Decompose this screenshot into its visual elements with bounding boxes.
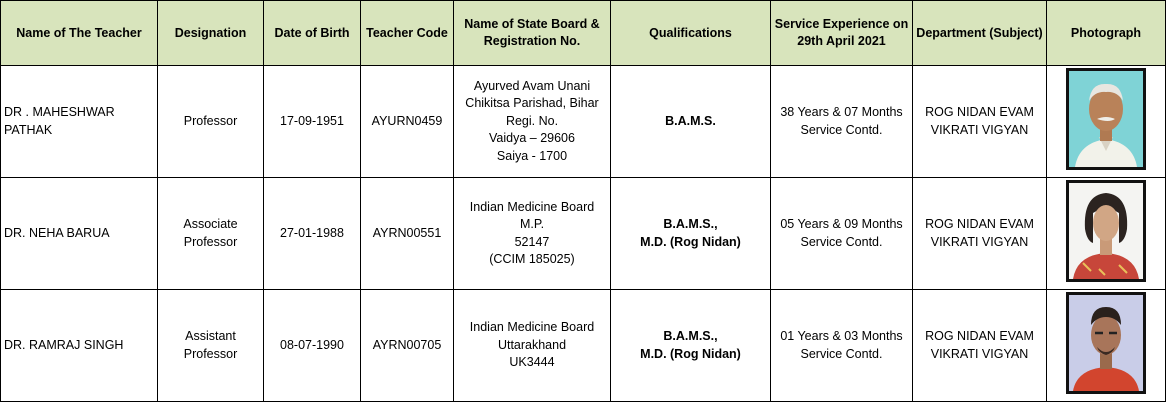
header-experience: Service Experience on 29th April 2021	[771, 1, 913, 66]
board-line: Chikitsa Parishad, Bihar	[465, 96, 599, 111]
board-line: (CCIM 185025)	[489, 252, 575, 266]
board-registration	[454, 66, 611, 178]
department	[913, 66, 1047, 178]
table-row	[1, 178, 1166, 290]
board-line: M.P.	[519, 217, 545, 231]
header-department: Department (Subject)	[913, 1, 1047, 66]
header-qualifications: Qualifications	[611, 1, 771, 66]
photo-cell	[1047, 178, 1166, 290]
board-registration	[454, 290, 611, 402]
experience-line: Service Contd.	[800, 122, 883, 137]
department-line: VIKRATI VIGYAN	[930, 346, 1029, 361]
qualification-line: M.D. (Rog Nidan)	[640, 234, 741, 249]
board-line: Ayurved Avam Unani	[473, 78, 591, 93]
board-line: Uttarakhand	[497, 337, 567, 352]
teacher-code: AYRN00705	[361, 290, 454, 402]
qualifications	[611, 66, 771, 178]
department-line: VIKRATI VIGYAN	[930, 122, 1029, 137]
experience-line: 05 Years & 09 Months	[780, 217, 903, 231]
teacher-photo	[1066, 180, 1146, 282]
date-of-birth: 17-09-1951	[264, 66, 361, 178]
board-line: 52147	[514, 234, 550, 249]
department-line: ROG NIDAN EVAM	[925, 105, 1034, 119]
teacher-name: DR. RAMRAJ SINGH	[1, 290, 158, 402]
teacher-photo	[1066, 292, 1146, 394]
board-line: Indian Medicine Board	[469, 320, 595, 335]
qualification-line: B.A.M.S.	[665, 113, 716, 128]
board-line: Saiya - 1700	[496, 148, 568, 163]
service-experience	[771, 178, 913, 290]
photo-cell	[1047, 290, 1166, 402]
board-line: Indian Medicine Board	[469, 199, 595, 214]
qualifications	[611, 178, 771, 290]
date-of-birth: 27-01-1988	[264, 178, 361, 290]
teacher-name: DR. NEHA BARUA	[1, 178, 158, 290]
teacher-photo	[1066, 68, 1146, 170]
header-dob: Date of Birth	[264, 1, 361, 66]
photo-cell	[1047, 66, 1166, 178]
board-registration	[454, 178, 611, 290]
experience-line: 01 Years & 03 Months	[780, 329, 903, 343]
department-line: ROG NIDAN EVAM	[925, 329, 1034, 343]
header-row	[1, 1, 1166, 66]
table-row	[1, 290, 1166, 402]
header-photo: Photograph	[1047, 1, 1166, 66]
qualification-line: B.A.M.S.,	[663, 329, 718, 343]
department-line: ROG NIDAN EVAM	[925, 217, 1034, 231]
board-line: Regi. No.	[505, 113, 559, 128]
header-name: Name of The Teacher	[1, 1, 158, 66]
table-row	[1, 66, 1166, 178]
service-experience	[771, 66, 913, 178]
experience-line: 38 Years & 07 Months	[780, 105, 903, 119]
teacher-code: AYRN00551	[361, 178, 454, 290]
qualification-line: B.A.M.S.,	[663, 217, 718, 231]
header-code: Teacher Code	[361, 1, 454, 66]
department-line: VIKRATI VIGYAN	[930, 234, 1029, 249]
qualifications	[611, 290, 771, 402]
experience-line: Service Contd.	[800, 346, 883, 361]
designation: Assistant Professor	[158, 290, 264, 402]
department	[913, 178, 1047, 290]
experience-line: Service Contd.	[800, 234, 883, 249]
board-line: UK3444	[509, 355, 555, 370]
designation: Professor	[158, 66, 264, 178]
teacher-code: AYURN0459	[361, 66, 454, 178]
header-designation: Designation	[158, 1, 264, 66]
service-experience	[771, 290, 913, 402]
department	[913, 290, 1047, 402]
board-line: Vaidya – 29606	[489, 131, 575, 146]
designation: Associate Professor	[158, 178, 264, 290]
qualification-line: M.D. (Rog Nidan)	[640, 346, 741, 361]
date-of-birth: 08-07-1990	[264, 290, 361, 402]
header-board: Name of State Board & Registration No.	[454, 1, 611, 66]
teacher-name: DR . MAHESHWAR PATHAK	[1, 66, 158, 178]
